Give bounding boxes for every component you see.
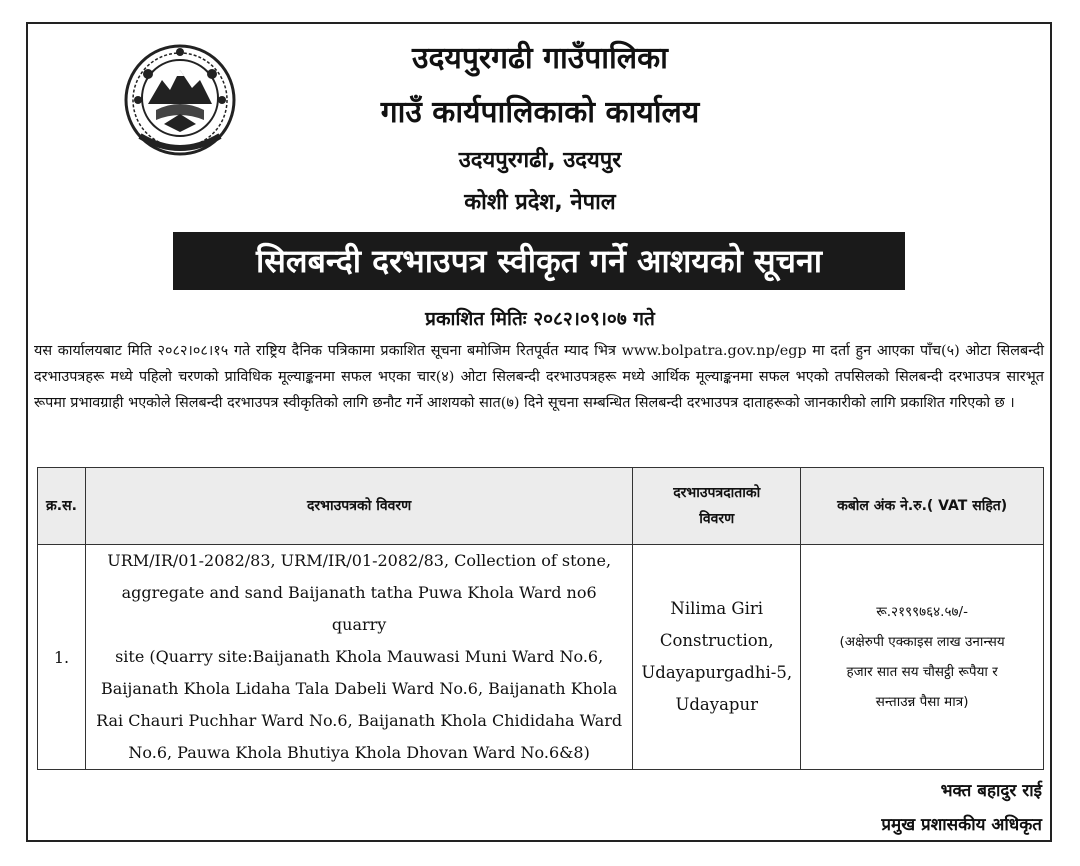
amount-line: सन्ताउन्न पैसा मात्र): [875, 694, 969, 710]
bidder-line: Construction,: [659, 631, 774, 650]
bid-table: [37, 467, 1044, 770]
description-line: Baijanath Khola Lidaha Tala Dabeli Ward No.6, Baijanath Khola: [100, 679, 618, 698]
header-sn: क्र.स.: [38, 468, 86, 545]
description-line: site (Quarry site:Baijanath Khola Mauwasi Muni Ward No.6,: [115, 647, 604, 666]
signatory-title: प्रमुख प्रशासकीय अधिकृत: [881, 815, 1042, 835]
header-bidder-line: विवरण: [699, 511, 735, 527]
row-bidder: [633, 545, 801, 770]
table-header-row: [38, 468, 1044, 545]
row-description: [85, 545, 632, 770]
signatory-name: भक्त बहादुर राई: [940, 781, 1042, 801]
table-row: [38, 545, 1044, 770]
row-amount: [801, 545, 1044, 770]
office-address: उदयपुरगढी, उदयपुर: [458, 148, 622, 173]
header-bidder-line: दरभाउपत्रदाताको: [673, 485, 761, 501]
header-bidder: [633, 468, 801, 545]
province-country: कोशी प्रदेश, नेपाल: [464, 190, 616, 215]
row-sn: 1.: [38, 545, 86, 770]
description-line: aggregate and sand Baijanath tatha Puwa Khola Ward no6 quarry: [121, 583, 597, 634]
header-description: दरभाउपत्रको विवरण: [85, 468, 632, 545]
amount-line: हजार सात सय चौसट्ठी रूपैया र: [846, 664, 998, 680]
office-name: गाउँ कार्यपालिकाको कार्यालय: [380, 95, 700, 130]
amount-line: रू.२१९९७६४.५७/-: [876, 604, 968, 620]
description-line: URM/IR/01-2082/83, URM/IR/01-2082/83, Collection of stone,: [107, 551, 612, 570]
header-amount: कबोल अंक ने.रु.( VAT सहित): [801, 468, 1044, 545]
notice-body-paragraph: यस कार्यालयबाट मिति २०८२।०८।१५ गते राष्ट्रिय दैनिक पत्रिकामा प्रकाशित सूचना बमोजिम रितपूर्वत म्याद भित्र www.bolpatra.gov.np/egp मा दर्ता हुन आएका पाँच(५) ओटा सिलबन्दी दरभाउपत्रहरू मध्ये पहिलो चरणको प्राविधिक मूल्याङ्कनमा सफल भएका चार(४) ओटा सिलबन्दी दरभाउपत्रहरू मध्ये आर्थिक मूल्याङ्कनमा सफल भएको तपसिलको सिलबन्दी दरभाउपत्र सारभूत रूपमा प्रभावग्राही भएकोले सिलबन्दी दरभाउपत्र स्वीकृतिको लागि छनौट गर्ने आशयको सात(७) दिने सूचना सम्बन्धित सिलबन्दी दरभाउपत्र दाताहरूको जानकारीको लागि प्रकाशित गरिएको छ ।: [34, 343, 1044, 411]
bidder-line: Nilima Giri: [670, 599, 764, 618]
description-line: No.6, Pauwa Khola Bhutiya Khola Dhovan Ward No.6&8): [128, 743, 590, 762]
municipality-name: उदयपुरगढी गाउँपालिका: [412, 41, 668, 76]
notice-title-banner: सिलबन्दी दरभाउपत्र स्वीकृत गर्ने आशयको सूचना: [173, 232, 905, 290]
bidder-line: Udayapur: [675, 695, 758, 714]
description-line: Rai Chauri Puchhar Ward No.6, Baijanath Khola Chididaha Ward: [96, 711, 623, 730]
amount-line: (अक्षेरुपी एक्काइस लाख उनान्सय: [839, 634, 1005, 650]
published-date: प्रकाशित मितिः २०८२।०९।०७ गते: [425, 308, 655, 330]
bidder-line: Udayapurgadhi-5,: [641, 663, 793, 682]
